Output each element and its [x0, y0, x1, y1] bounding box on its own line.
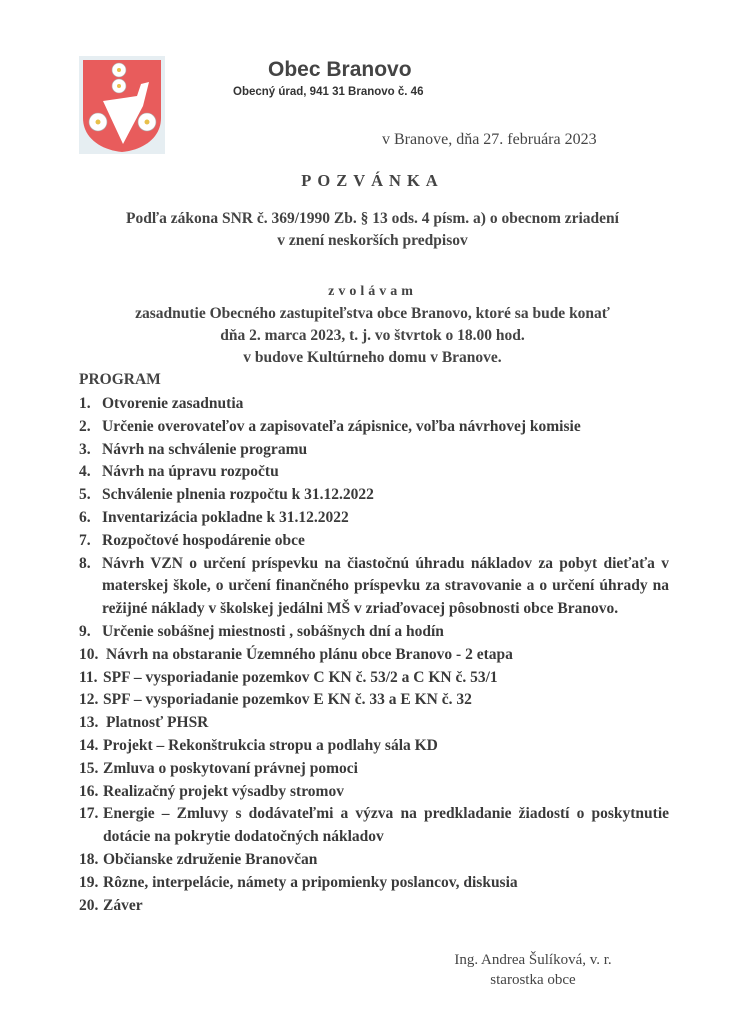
item-text: Záver	[103, 896, 143, 914]
item-number: 18.	[79, 850, 99, 868]
item-number: 8.	[79, 554, 91, 572]
organization-address: Obecný úrad, 941 31 Branovo č. 46	[233, 86, 424, 98]
item-number: 12.	[79, 691, 99, 709]
program-item	[79, 735, 669, 758]
program-item	[79, 461, 669, 484]
item-number: 15.	[79, 759, 99, 777]
program-item	[79, 416, 669, 439]
item-number: 10.	[79, 645, 99, 663]
item-number: 13.	[79, 714, 99, 732]
item-text: Určenie overovateľov a zapisovateľa zápisnice, voľba návrhovej komisie	[102, 417, 581, 435]
organization-name: Obec Branovo	[268, 58, 412, 81]
program-item	[79, 803, 669, 849]
item-text: Návrh na úpravu rozpočtu	[102, 463, 279, 481]
program-item	[79, 895, 669, 918]
item-text: SPF – vysporiadanie pozemkov E KN č. 33 a E KN č. 32	[103, 691, 472, 709]
item-number: 9.	[79, 622, 91, 640]
item-number: 11.	[79, 668, 98, 686]
program-item	[79, 872, 669, 895]
signatory-name: Ing. Andrea Šulíková, v. r.	[454, 952, 612, 968]
item-text: Návrh na obstaranie Územného plánu obce Branovo - 2 etapa	[106, 645, 513, 663]
convene-block	[0, 281, 745, 369]
item-text: Rozpočtové hospodárenie obce	[102, 531, 305, 549]
item-text: Inventarizácia pokladne k 31.12.2022	[102, 508, 349, 526]
program-item	[79, 393, 669, 416]
program-item	[79, 758, 669, 781]
program-list	[79, 393, 669, 917]
convene-word: zvolávam	[328, 284, 417, 299]
item-number: 7.	[79, 531, 91, 549]
item-number: 17.	[79, 805, 99, 823]
program-item	[79, 507, 669, 530]
program-item	[79, 530, 669, 553]
item-text: Rôzne, interpelácie, námety a pripomienky poslancov, diskusia	[103, 873, 518, 891]
program-item	[79, 621, 669, 644]
item-text: SPF – vysporiadanie pozemkov C KN č. 53/2 a C KN č. 53/1	[103, 668, 498, 686]
item-number: 4.	[79, 463, 91, 481]
convene-line-3: v budove Kultúrneho domu v Branove.	[243, 349, 502, 366]
program-item	[79, 553, 669, 621]
signatory-role: starostka obce	[490, 972, 576, 988]
item-text: Schválenie plnenia rozpočtu k 31.12.2022	[102, 486, 374, 504]
legal-basis-line-2: v znení neskorších predpisov	[277, 232, 468, 249]
item-number: 3.	[79, 440, 91, 458]
program-item	[79, 439, 669, 462]
item-text: Platnosť PHSR	[106, 714, 209, 732]
convene-line-2: dňa 2. marca 2023, t. j. vo štvrtok o 18.00 hod.	[220, 327, 525, 344]
item-number: 6.	[79, 508, 91, 526]
program-item	[79, 644, 669, 667]
item-text: Otvorenie zasadnutia	[102, 395, 244, 412]
program-item	[79, 667, 669, 690]
legal-basis	[0, 208, 745, 252]
item-number: 14.	[79, 736, 99, 754]
program-item	[79, 689, 669, 712]
item-text: Realizačný projekt výsadby stromov	[103, 782, 344, 800]
coat-of-arms-icon	[79, 56, 165, 154]
convene-line-1: zasadnutie Obecného zastupiteľstva obce Branovo, ktoré sa bude konať	[135, 305, 610, 322]
item-text: Energie – Zmluvy s dodávateľmi a výzva na predkladanie žiadostí o poskytnutie dotácie na pokrytie dodatočných nákladov	[103, 805, 669, 846]
legal-basis-line-1: Podľa zákona SNR č. 369/1990 Zb. § 13 ods. 4 písm. a) o obecnom zriadení	[126, 210, 619, 227]
item-number: 20.	[79, 896, 99, 914]
program-heading: PROGRAM	[79, 371, 161, 388]
item-text: Zmluva o poskytovaní právnej pomoci	[103, 759, 358, 777]
document-title: POZVÁNKA	[301, 171, 444, 190]
item-text: Návrh na schválenie programu	[102, 440, 308, 458]
item-number: 2.	[79, 417, 91, 435]
item-number: 1.	[79, 395, 91, 412]
program-item	[79, 781, 669, 804]
item-number: 5.	[79, 486, 91, 504]
item-text: Občianske združenie Branovčan	[103, 850, 318, 868]
program-item	[79, 849, 669, 872]
item-number: 16.	[79, 782, 99, 800]
item-number: 19.	[79, 873, 99, 891]
item-text: Určenie sobášnej miestnosti , sobášnych dní a hodín	[102, 622, 444, 640]
item-text: Projekt – Rekonštrukcia stropu a podlahy sála KD	[103, 736, 438, 754]
signature-block	[443, 950, 623, 990]
program-item	[79, 712, 669, 735]
date-line: v Branove, dňa 27. februára 2023	[382, 131, 597, 148]
item-text: Návrh VZN o určení príspevku na čiastočnú úhradu nákladov za pobyt dieťaťa v materskej škole, o určení finančného príspevku za stravovanie a o určení úhrady na režijné náklady v školskej jedálni MŠ v zriaďovacej pôsobnosti obce Branovo.	[102, 554, 669, 618]
program-item	[79, 484, 669, 507]
